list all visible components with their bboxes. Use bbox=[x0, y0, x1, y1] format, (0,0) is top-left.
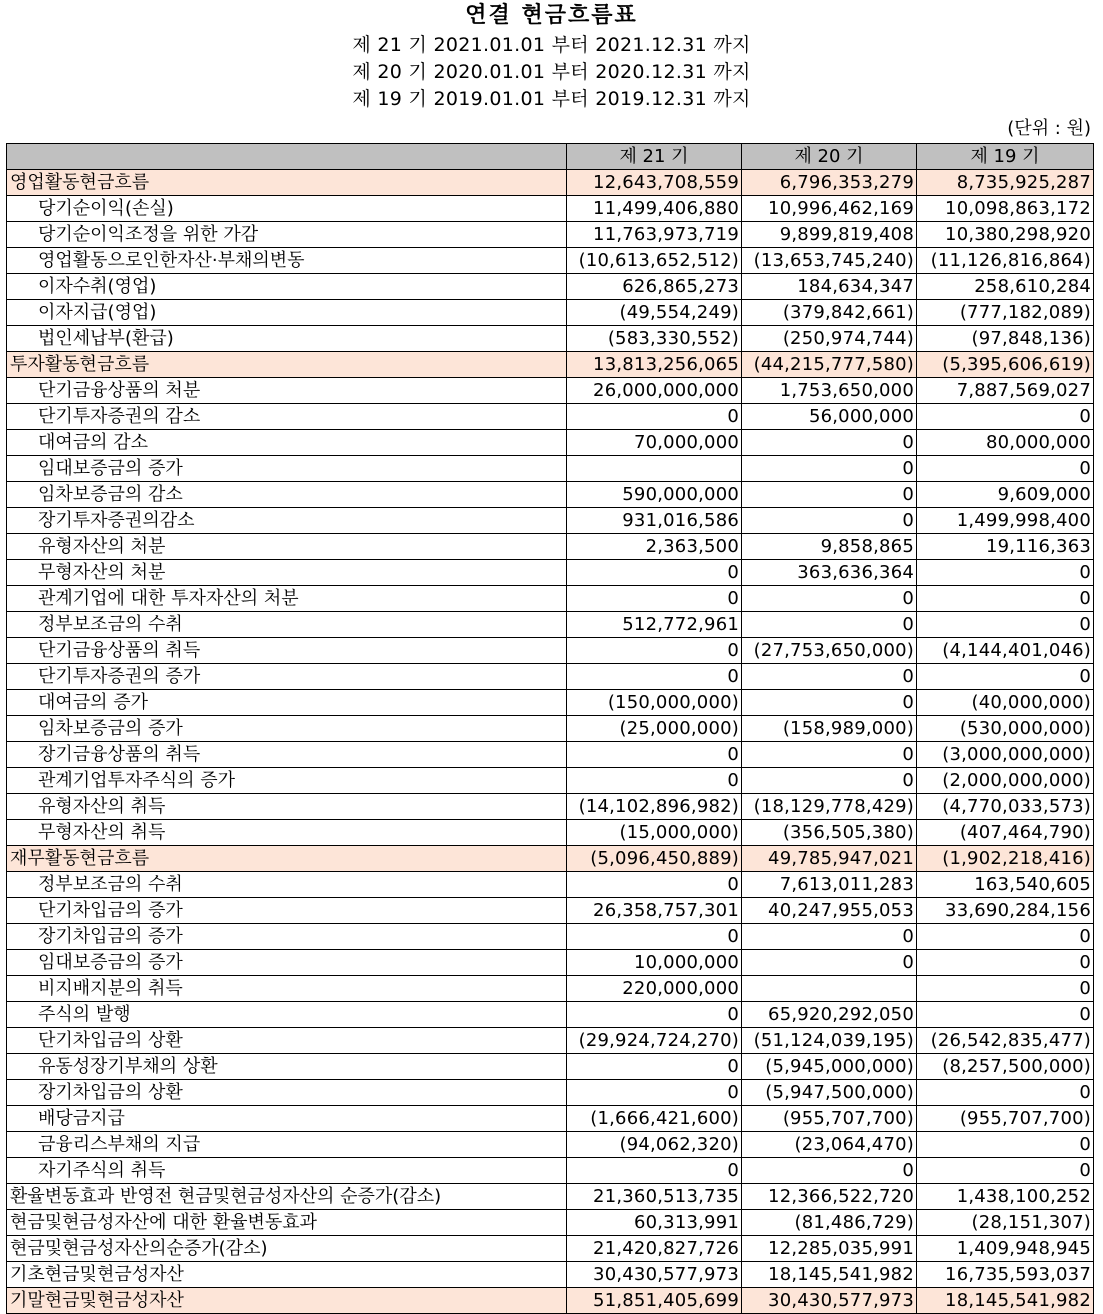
table-row bbox=[7, 820, 1094, 846]
value-cell-period-20: 49,785,947,021 bbox=[742, 846, 917, 872]
row-label: 단기투자증권의 감소 bbox=[7, 404, 567, 430]
value-cell-period-21: (15,000,000) bbox=[567, 820, 742, 846]
row-label: 이자지급(영업) bbox=[7, 300, 567, 326]
value-cell-period-20: (5,947,500,000) bbox=[742, 1080, 917, 1106]
row-label: 투자활동현금흐름 bbox=[7, 352, 567, 378]
value-cell-period-19: (4,770,033,573) bbox=[917, 794, 1094, 820]
value-cell-period-21: 12,643,708,559 bbox=[567, 170, 742, 196]
value-cell-period-21: 51,851,405,699 bbox=[567, 1288, 742, 1314]
value-cell-period-19: 10,380,298,920 bbox=[917, 222, 1094, 248]
period-line-19: 제 19 기 2019.01.01 부터 2019.12.31 까지 bbox=[352, 88, 751, 110]
table-row bbox=[7, 1080, 1094, 1106]
period-line-20: 제 20 기 2020.01.01 부터 2020.12.31 까지 bbox=[352, 61, 751, 83]
row-label: 단기투자증권의 증가 bbox=[7, 664, 567, 690]
row-label: 기초현금및현금성자산 bbox=[7, 1262, 567, 1288]
value-cell-period-21: 11,499,406,880 bbox=[567, 196, 742, 222]
value-cell-period-20: 9,899,819,408 bbox=[742, 222, 917, 248]
value-cell-period-20: 0 bbox=[742, 664, 917, 690]
value-cell-period-19: (28,151,307) bbox=[917, 1210, 1094, 1236]
ending-balance-row bbox=[7, 1288, 1094, 1314]
row-label: 자기주식의 취득 bbox=[7, 1158, 567, 1184]
value-cell-period-21: 0 bbox=[567, 638, 742, 664]
row-label: 대여금의 감소 bbox=[7, 430, 567, 456]
row-label: 정부보조금의 수취 bbox=[7, 872, 567, 898]
value-cell-period-21: 2,363,500 bbox=[567, 534, 742, 560]
row-label: 단기차입금의 상환 bbox=[7, 1028, 567, 1054]
row-label: 현금및현금성자산의순증가(감소) bbox=[7, 1236, 567, 1262]
value-cell-period-19: 80,000,000 bbox=[917, 430, 1094, 456]
value-cell-period-21: 512,772,961 bbox=[567, 612, 742, 638]
value-cell-period-21: 10,000,000 bbox=[567, 950, 742, 976]
value-cell-period-19: (11,126,816,864) bbox=[917, 248, 1094, 274]
table-row bbox=[7, 612, 1094, 638]
table-row bbox=[7, 196, 1094, 222]
value-cell-period-21: 0 bbox=[567, 924, 742, 950]
value-cell-period-21: (49,554,249) bbox=[567, 300, 742, 326]
value-cell-period-21: 931,016,586 bbox=[567, 508, 742, 534]
value-cell-period-20: 0 bbox=[742, 742, 917, 768]
row-label: 장기차입금의 증가 bbox=[7, 924, 567, 950]
row-label: 임차보증금의 증가 bbox=[7, 716, 567, 742]
value-cell-period-19: 19,116,363 bbox=[917, 534, 1094, 560]
value-cell-period-20: (44,215,777,580) bbox=[742, 352, 917, 378]
value-cell-period-19: 0 bbox=[917, 950, 1094, 976]
value-cell-period-21: (25,000,000) bbox=[567, 716, 742, 742]
value-cell-period-21: 0 bbox=[567, 742, 742, 768]
value-cell-period-19: 0 bbox=[917, 1132, 1094, 1158]
value-cell-period-21: (94,062,320) bbox=[567, 1132, 742, 1158]
table-row bbox=[7, 1158, 1094, 1184]
value-cell-period-19: (40,000,000) bbox=[917, 690, 1094, 716]
value-cell-period-20: 0 bbox=[742, 768, 917, 794]
value-cell-period-19: 163,540,605 bbox=[917, 872, 1094, 898]
value-cell-period-20: 0 bbox=[742, 690, 917, 716]
row-label: 유동성장기부채의 상환 bbox=[7, 1054, 567, 1080]
table-row bbox=[7, 586, 1094, 612]
value-cell-period-20 bbox=[742, 976, 917, 1002]
value-cell-period-19: 0 bbox=[917, 1002, 1094, 1028]
row-label: 현금및현금성자산에 대한 환율변동효과 bbox=[7, 1210, 567, 1236]
value-cell-period-21: (29,924,724,270) bbox=[567, 1028, 742, 1054]
value-cell-period-19: 1,438,100,252 bbox=[917, 1184, 1094, 1210]
value-cell-period-21 bbox=[567, 456, 742, 482]
value-cell-period-19: 0 bbox=[917, 456, 1094, 482]
unit-label: (단위 : 원) bbox=[1007, 118, 1091, 139]
table-row bbox=[7, 1002, 1094, 1028]
column-header-item bbox=[7, 144, 567, 170]
value-cell-period-21: (10,613,652,512) bbox=[567, 248, 742, 274]
row-label: 임차보증금의 감소 bbox=[7, 482, 567, 508]
value-cell-period-20: (18,129,778,429) bbox=[742, 794, 917, 820]
value-cell-period-21: 590,000,000 bbox=[567, 482, 742, 508]
row-label: 유형자산의 취득 bbox=[7, 794, 567, 820]
value-cell-period-19: 18,145,541,982 bbox=[917, 1288, 1094, 1314]
value-cell-period-20: (5,945,000,000) bbox=[742, 1054, 917, 1080]
row-label: 당기순이익조정을 위한 가감 bbox=[7, 222, 567, 248]
cash-flow-table bbox=[6, 143, 1094, 1314]
value-cell-period-20: (27,753,650,000) bbox=[742, 638, 917, 664]
row-label: 무형자산의 취득 bbox=[7, 820, 567, 846]
table-row bbox=[7, 742, 1094, 768]
value-cell-period-20: 7,613,011,283 bbox=[742, 872, 917, 898]
row-label: 임대보증금의 증가 bbox=[7, 456, 567, 482]
table-row bbox=[7, 664, 1094, 690]
value-cell-period-20: 12,366,522,720 bbox=[742, 1184, 917, 1210]
table-row bbox=[7, 326, 1094, 352]
table-row bbox=[7, 794, 1094, 820]
value-cell-period-19: 0 bbox=[917, 924, 1094, 950]
value-cell-period-21: 21,360,513,735 bbox=[567, 1184, 742, 1210]
table-row bbox=[7, 1210, 1094, 1236]
value-cell-period-21: 26,358,757,301 bbox=[567, 898, 742, 924]
value-cell-period-21: (150,000,000) bbox=[567, 690, 742, 716]
value-cell-period-21: 21,420,827,726 bbox=[567, 1236, 742, 1262]
row-label: 장기차입금의 상환 bbox=[7, 1080, 567, 1106]
table-row bbox=[7, 456, 1094, 482]
table-row bbox=[7, 274, 1094, 300]
value-cell-period-19: (955,707,700) bbox=[917, 1106, 1094, 1132]
value-cell-period-19: 10,098,863,172 bbox=[917, 196, 1094, 222]
value-cell-period-19: 0 bbox=[917, 1158, 1094, 1184]
value-cell-period-19: 16,735,593,037 bbox=[917, 1262, 1094, 1288]
value-cell-period-20: 0 bbox=[742, 456, 917, 482]
value-cell-period-21: 0 bbox=[567, 560, 742, 586]
value-cell-period-20: 0 bbox=[742, 950, 917, 976]
table-row bbox=[7, 1054, 1094, 1080]
row-label: 비지배지분의 취득 bbox=[7, 976, 567, 1002]
value-cell-period-21: 0 bbox=[567, 404, 742, 430]
value-cell-period-19: (4,144,401,046) bbox=[917, 638, 1094, 664]
table-row bbox=[7, 1132, 1094, 1158]
value-cell-period-20: (356,505,380) bbox=[742, 820, 917, 846]
value-cell-period-20: 0 bbox=[742, 924, 917, 950]
value-cell-period-19: 0 bbox=[917, 976, 1094, 1002]
table-row bbox=[7, 638, 1094, 664]
table-row bbox=[7, 1184, 1094, 1210]
column-header-period-20: 제 20 기 bbox=[742, 144, 917, 170]
value-cell-period-19: 258,610,284 bbox=[917, 274, 1094, 300]
table-header-row bbox=[7, 144, 1094, 170]
value-cell-period-19: 1,409,948,945 bbox=[917, 1236, 1094, 1262]
value-cell-period-20: (51,124,039,195) bbox=[742, 1028, 917, 1054]
value-cell-period-19: (1,902,218,416) bbox=[917, 846, 1094, 872]
table-row bbox=[7, 1106, 1094, 1132]
row-label: 환율변동효과 반영전 현금및현금성자산의 순증가(감소) bbox=[7, 1184, 567, 1210]
row-label: 이자수취(영업) bbox=[7, 274, 567, 300]
value-cell-period-21: (583,330,552) bbox=[567, 326, 742, 352]
value-cell-period-19: (8,257,500,000) bbox=[917, 1054, 1094, 1080]
value-cell-period-19: (2,000,000,000) bbox=[917, 768, 1094, 794]
row-label: 무형자산의 처분 bbox=[7, 560, 567, 586]
row-label: 대여금의 증가 bbox=[7, 690, 567, 716]
table-row bbox=[7, 300, 1094, 326]
table-row bbox=[7, 1028, 1094, 1054]
value-cell-period-21: 13,813,256,065 bbox=[567, 352, 742, 378]
value-cell-period-20: 0 bbox=[742, 586, 917, 612]
value-cell-period-20: 40,247,955,053 bbox=[742, 898, 917, 924]
row-label: 배당금지급 bbox=[7, 1106, 567, 1132]
value-cell-period-21: (1,666,421,600) bbox=[567, 1106, 742, 1132]
value-cell-period-21: 0 bbox=[567, 1080, 742, 1106]
value-cell-period-19: (530,000,000) bbox=[917, 716, 1094, 742]
row-label: 단기금융상품의 처분 bbox=[7, 378, 567, 404]
value-cell-period-20: 0 bbox=[742, 430, 917, 456]
table-row bbox=[7, 872, 1094, 898]
value-cell-period-20: (955,707,700) bbox=[742, 1106, 917, 1132]
value-cell-period-19: 0 bbox=[917, 560, 1094, 586]
table-row bbox=[7, 690, 1094, 716]
table-row bbox=[7, 1262, 1094, 1288]
value-cell-period-21: 0 bbox=[567, 586, 742, 612]
table-row bbox=[7, 716, 1094, 742]
value-cell-period-21: 30,430,577,973 bbox=[567, 1262, 742, 1288]
value-cell-period-21: 0 bbox=[567, 1054, 742, 1080]
value-cell-period-19: 1,499,998,400 bbox=[917, 508, 1094, 534]
value-cell-period-20: 184,634,347 bbox=[742, 274, 917, 300]
row-label: 재무활동현금흐름 bbox=[7, 846, 567, 872]
row-label: 영업활동으로인한자산·부채의변동 bbox=[7, 248, 567, 274]
row-label: 법인세납부(환급) bbox=[7, 326, 567, 352]
table-row bbox=[7, 1236, 1094, 1262]
value-cell-period-19: 9,609,000 bbox=[917, 482, 1094, 508]
value-cell-period-19: 0 bbox=[917, 1080, 1094, 1106]
value-cell-period-19: 0 bbox=[917, 404, 1094, 430]
row-label: 주식의 발행 bbox=[7, 1002, 567, 1028]
value-cell-period-19: 7,887,569,027 bbox=[917, 378, 1094, 404]
table-row bbox=[7, 482, 1094, 508]
row-label: 당기순이익(손실) bbox=[7, 196, 567, 222]
column-header-period-19: 제 19 기 bbox=[917, 144, 1094, 170]
value-cell-period-21: 0 bbox=[567, 872, 742, 898]
period-line-21: 제 21 기 2021.01.01 부터 2021.12.31 까지 bbox=[352, 34, 751, 56]
value-cell-period-20: 65,920,292,050 bbox=[742, 1002, 917, 1028]
table-row bbox=[7, 924, 1094, 950]
value-cell-period-21: 0 bbox=[567, 664, 742, 690]
value-cell-period-20: 363,636,364 bbox=[742, 560, 917, 586]
value-cell-period-20: 0 bbox=[742, 508, 917, 534]
section-row bbox=[7, 352, 1094, 378]
value-cell-period-19: 0 bbox=[917, 612, 1094, 638]
table-row bbox=[7, 768, 1094, 794]
value-cell-period-20: (250,974,744) bbox=[742, 326, 917, 352]
table-row bbox=[7, 222, 1094, 248]
table-row bbox=[7, 534, 1094, 560]
row-label: 장기금융상품의 취득 bbox=[7, 742, 567, 768]
row-label: 임대보증금의 증가 bbox=[7, 950, 567, 976]
value-cell-period-21: (14,102,896,982) bbox=[567, 794, 742, 820]
value-cell-period-21: 0 bbox=[567, 1002, 742, 1028]
value-cell-period-20: 0 bbox=[742, 1158, 917, 1184]
value-cell-period-21: 26,000,000,000 bbox=[567, 378, 742, 404]
row-label: 기말현금및현금성자산 bbox=[7, 1288, 567, 1314]
row-label: 정부보조금의 수취 bbox=[7, 612, 567, 638]
table-row bbox=[7, 898, 1094, 924]
value-cell-period-19: (5,395,606,619) bbox=[917, 352, 1094, 378]
table-row bbox=[7, 976, 1094, 1002]
value-cell-period-21: 60,313,991 bbox=[567, 1210, 742, 1236]
table-row bbox=[7, 560, 1094, 586]
row-label: 영업활동현금흐름 bbox=[7, 170, 567, 196]
value-cell-period-21: 220,000,000 bbox=[567, 976, 742, 1002]
value-cell-period-19: (777,182,089) bbox=[917, 300, 1094, 326]
table-row bbox=[7, 248, 1094, 274]
value-cell-period-20: (81,486,729) bbox=[742, 1210, 917, 1236]
row-label: 장기투자증권의감소 bbox=[7, 508, 567, 534]
value-cell-period-19: 0 bbox=[917, 664, 1094, 690]
row-label: 유형자산의 처분 bbox=[7, 534, 567, 560]
value-cell-period-19: 33,690,284,156 bbox=[917, 898, 1094, 924]
row-label: 관계기업에 대한 투자자산의 처분 bbox=[7, 586, 567, 612]
value-cell-period-20: (23,064,470) bbox=[742, 1132, 917, 1158]
value-cell-period-20: 9,858,865 bbox=[742, 534, 917, 560]
value-cell-period-21: (5,096,450,889) bbox=[567, 846, 742, 872]
row-label: 관계기업투자주식의 증가 bbox=[7, 768, 567, 794]
value-cell-period-20: 0 bbox=[742, 612, 917, 638]
table-body bbox=[7, 170, 1094, 1314]
section-row bbox=[7, 846, 1094, 872]
value-cell-period-19: 8,735,925,287 bbox=[917, 170, 1094, 196]
column-header-period-21: 제 21 기 bbox=[567, 144, 742, 170]
value-cell-period-19: (3,000,000,000) bbox=[917, 742, 1094, 768]
value-cell-period-20: 56,000,000 bbox=[742, 404, 917, 430]
value-cell-period-20: (13,653,745,240) bbox=[742, 248, 917, 274]
value-cell-period-20: 0 bbox=[742, 482, 917, 508]
value-cell-period-19: (407,464,790) bbox=[917, 820, 1094, 846]
statement-title: 연결 현금흐름표 bbox=[465, 3, 638, 28]
row-label: 금융리스부채의 지급 bbox=[7, 1132, 567, 1158]
row-label: 단기금융상품의 취득 bbox=[7, 638, 567, 664]
value-cell-period-21: 626,865,273 bbox=[567, 274, 742, 300]
value-cell-period-21: 0 bbox=[567, 768, 742, 794]
value-cell-period-20: 18,145,541,982 bbox=[742, 1262, 917, 1288]
section-row bbox=[7, 170, 1094, 196]
table-row bbox=[7, 950, 1094, 976]
row-label: 단기차입금의 증가 bbox=[7, 898, 567, 924]
value-cell-period-19: 0 bbox=[917, 586, 1094, 612]
value-cell-period-19: (97,848,136) bbox=[917, 326, 1094, 352]
value-cell-period-21: 70,000,000 bbox=[567, 430, 742, 456]
table-row bbox=[7, 508, 1094, 534]
value-cell-period-20: (158,989,000) bbox=[742, 716, 917, 742]
value-cell-period-20: 10,996,462,169 bbox=[742, 196, 917, 222]
value-cell-period-20: (379,842,661) bbox=[742, 300, 917, 326]
table-row bbox=[7, 430, 1094, 456]
table-row bbox=[7, 404, 1094, 430]
value-cell-period-20: 6,796,353,279 bbox=[742, 170, 917, 196]
table-row bbox=[7, 378, 1094, 404]
value-cell-period-19: (26,542,835,477) bbox=[917, 1028, 1094, 1054]
value-cell-period-20: 1,753,650,000 bbox=[742, 378, 917, 404]
value-cell-period-20: 30,430,577,973 bbox=[742, 1288, 917, 1314]
value-cell-period-20: 12,285,035,991 bbox=[742, 1236, 917, 1262]
value-cell-period-21: 11,763,973,719 bbox=[567, 222, 742, 248]
value-cell-period-21: 0 bbox=[567, 1158, 742, 1184]
